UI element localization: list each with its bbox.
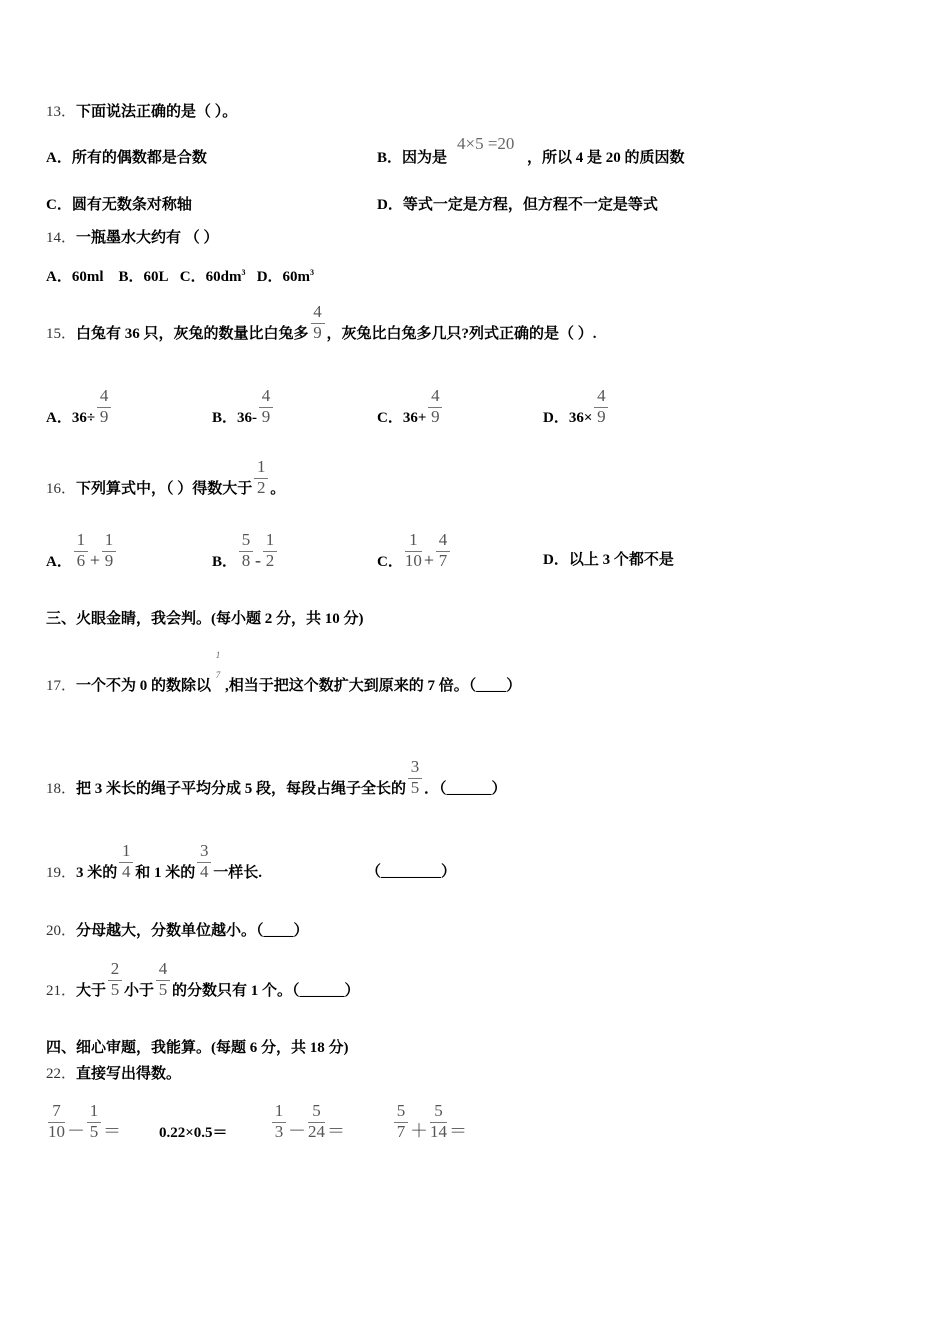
fraction: $\frac{1}{6}$ — [74, 552, 88, 570]
fraction: $\frac{3}{4}$ — [197, 863, 211, 881]
fraction: $\frac{1}{2}$ — [263, 552, 277, 570]
fraction: 1 7 — [215, 650, 221, 680]
question-text: 一瓶墨水大约有 （ ） — [76, 230, 219, 246]
question-text: 。 — [270, 481, 286, 497]
expression-4: $\frac{5}{7}$ ＋ $\frac{5}{14}$ ＝ — [392, 1122, 467, 1142]
option-a: A． $\frac{1}{6}$ + $\frac{1}{9}$ — [46, 551, 118, 571]
question-text: 下面说法正确的是（ ）。 — [76, 104, 238, 120]
answer-blank[interactable]: （________） — [366, 864, 457, 880]
fraction: $\frac{4}{9}$ — [594, 408, 608, 426]
fraction: $\frac{4}{9}$ — [428, 408, 442, 426]
expression-3: $\frac{1}{3}$ － $\frac{5}{24}$ ＝ — [270, 1122, 345, 1142]
expression-2: 0.22×0.5＝ — [159, 1125, 228, 1141]
option-a: A．所有的偶数都是合数 — [46, 150, 207, 166]
fraction: $\frac{5}{14}$ — [430, 1101, 447, 1141]
option-text: B．因为是 — [377, 150, 448, 166]
option-c: C．圆有无数条对称轴 — [46, 197, 192, 213]
fraction: $\frac{1}{5}$ — [87, 1123, 101, 1141]
fraction: $\frac{1}{3}$ — [272, 1123, 286, 1141]
option-a: A．60ml — [46, 269, 104, 285]
question-number: 16． — [46, 481, 77, 497]
question-number: 15． — [46, 326, 77, 342]
question-number: 17． — [46, 678, 77, 694]
fraction: $\frac{7}{10}$ — [48, 1101, 65, 1141]
question-text: ,相当于把这个数扩大到原来的 7 倍。（____） — [225, 678, 522, 694]
question-14 — [46, 229, 219, 247]
fraction: $\frac{4}{9}$ — [259, 408, 273, 426]
question-text: 下列算式中，（ ）得数大于 — [76, 481, 253, 497]
option-d: D．以上 3 个都不是 — [543, 552, 674, 568]
question-number: 14． — [46, 230, 77, 246]
fraction: $\frac{1}{2}$ — [254, 479, 268, 497]
option-b — [377, 149, 685, 167]
question-text: ，灰兔比白兔多几只?列式正确的是（ ）. — [326, 326, 597, 342]
fraction: $\frac{4}{9}$ — [97, 408, 111, 426]
question-20 — [46, 922, 309, 940]
option-a: A．36÷ $\frac{4}{9}$ — [46, 408, 113, 427]
fraction: $\frac{2}{5}$ — [108, 981, 122, 999]
options-row — [46, 264, 314, 286]
question-text: ．（______） — [424, 781, 507, 797]
option-d: D．36× $\frac{4}{9}$ — [543, 408, 610, 427]
section-heading: 三、火眼金睛，我会判。(每小题 2 分，共 10 分) — [46, 611, 364, 627]
section-heading: 四、细心审题，我能算。(每题 6 分，共 18 分) — [46, 1040, 349, 1056]
fraction: $\frac{1}{4}$ — [119, 863, 133, 881]
formula: 4×5 =20 — [457, 134, 515, 153]
option-b: B． $\frac{5}{8}$ - $\frac{1}{2}$ — [212, 551, 279, 571]
question-number: 13． — [46, 104, 77, 120]
question-17 — [46, 650, 522, 695]
fraction: $\frac{1}{9}$ — [102, 552, 116, 570]
question-number: 21． — [46, 983, 77, 999]
fraction: $\frac{4}{7}$ — [436, 552, 450, 570]
question-number: 19． — [46, 865, 77, 881]
question-19: 19．3 米的 $\frac{1}{4}$ 和 1 米的 $\frac{3}{4}$ 一样长. — [46, 841, 263, 881]
question-number: 18． — [46, 781, 77, 797]
fraction: $\frac{5}{24}$ — [308, 1101, 325, 1141]
question-22 — [46, 1065, 181, 1083]
option-d: D．$60m^3$ — [256, 268, 315, 285]
option-c: C．$60dm^3$ — [179, 268, 246, 285]
question-number: 22． — [46, 1066, 77, 1082]
question-text: 直接写出得数。 — [76, 1066, 182, 1082]
fraction: $\frac{4}{5}$ — [156, 981, 170, 999]
option-d: D．等式一定是方程，但方程不一定是等式 — [377, 197, 658, 213]
fraction: $\frac{5}{8}$ — [239, 552, 253, 570]
question-15 — [46, 302, 597, 343]
option-text: ，所以 4 是 20 的质因数 — [527, 150, 685, 166]
question-text: 把 3 米长的绳子平均分成 5 段，每段占绳子全长的 — [76, 781, 407, 797]
fraction: $\frac{4}{9}$ — [311, 324, 325, 342]
fraction: $\frac{1}{10}$ — [404, 530, 422, 570]
question-18 — [46, 757, 507, 798]
expression-1: $\frac{7}{10}$ － $\frac{1}{5}$ ＝ — [48, 1101, 121, 1141]
option-b: B．36- $\frac{4}{9}$ — [212, 408, 275, 427]
option-b: B．60L — [118, 269, 169, 285]
question-text: 一个不为 0 的数除以 — [76, 678, 212, 694]
question-text: 白兔有 36 只，灰兔的数量比白兔多 — [76, 326, 309, 342]
question-number: 20． — [46, 923, 77, 939]
question-text: 分母越大，分数单位越小。（____） — [76, 923, 309, 939]
fraction: $\frac{5}{7}$ — [394, 1123, 408, 1141]
option-c: C． $\frac{1}{10}$ + $\frac{4}{7}$ — [377, 551, 452, 571]
question-16 — [46, 457, 286, 498]
option-c: C．36+ $\frac{4}{9}$ — [377, 408, 444, 427]
question-21: 21．大于 $\frac{2}{5}$ 小于 $\frac{4}{5}$ 的分数只有 1 个。（______） — [46, 959, 360, 999]
fraction: $\frac{3}{5}$ — [408, 779, 422, 797]
question-13 — [46, 103, 237, 121]
